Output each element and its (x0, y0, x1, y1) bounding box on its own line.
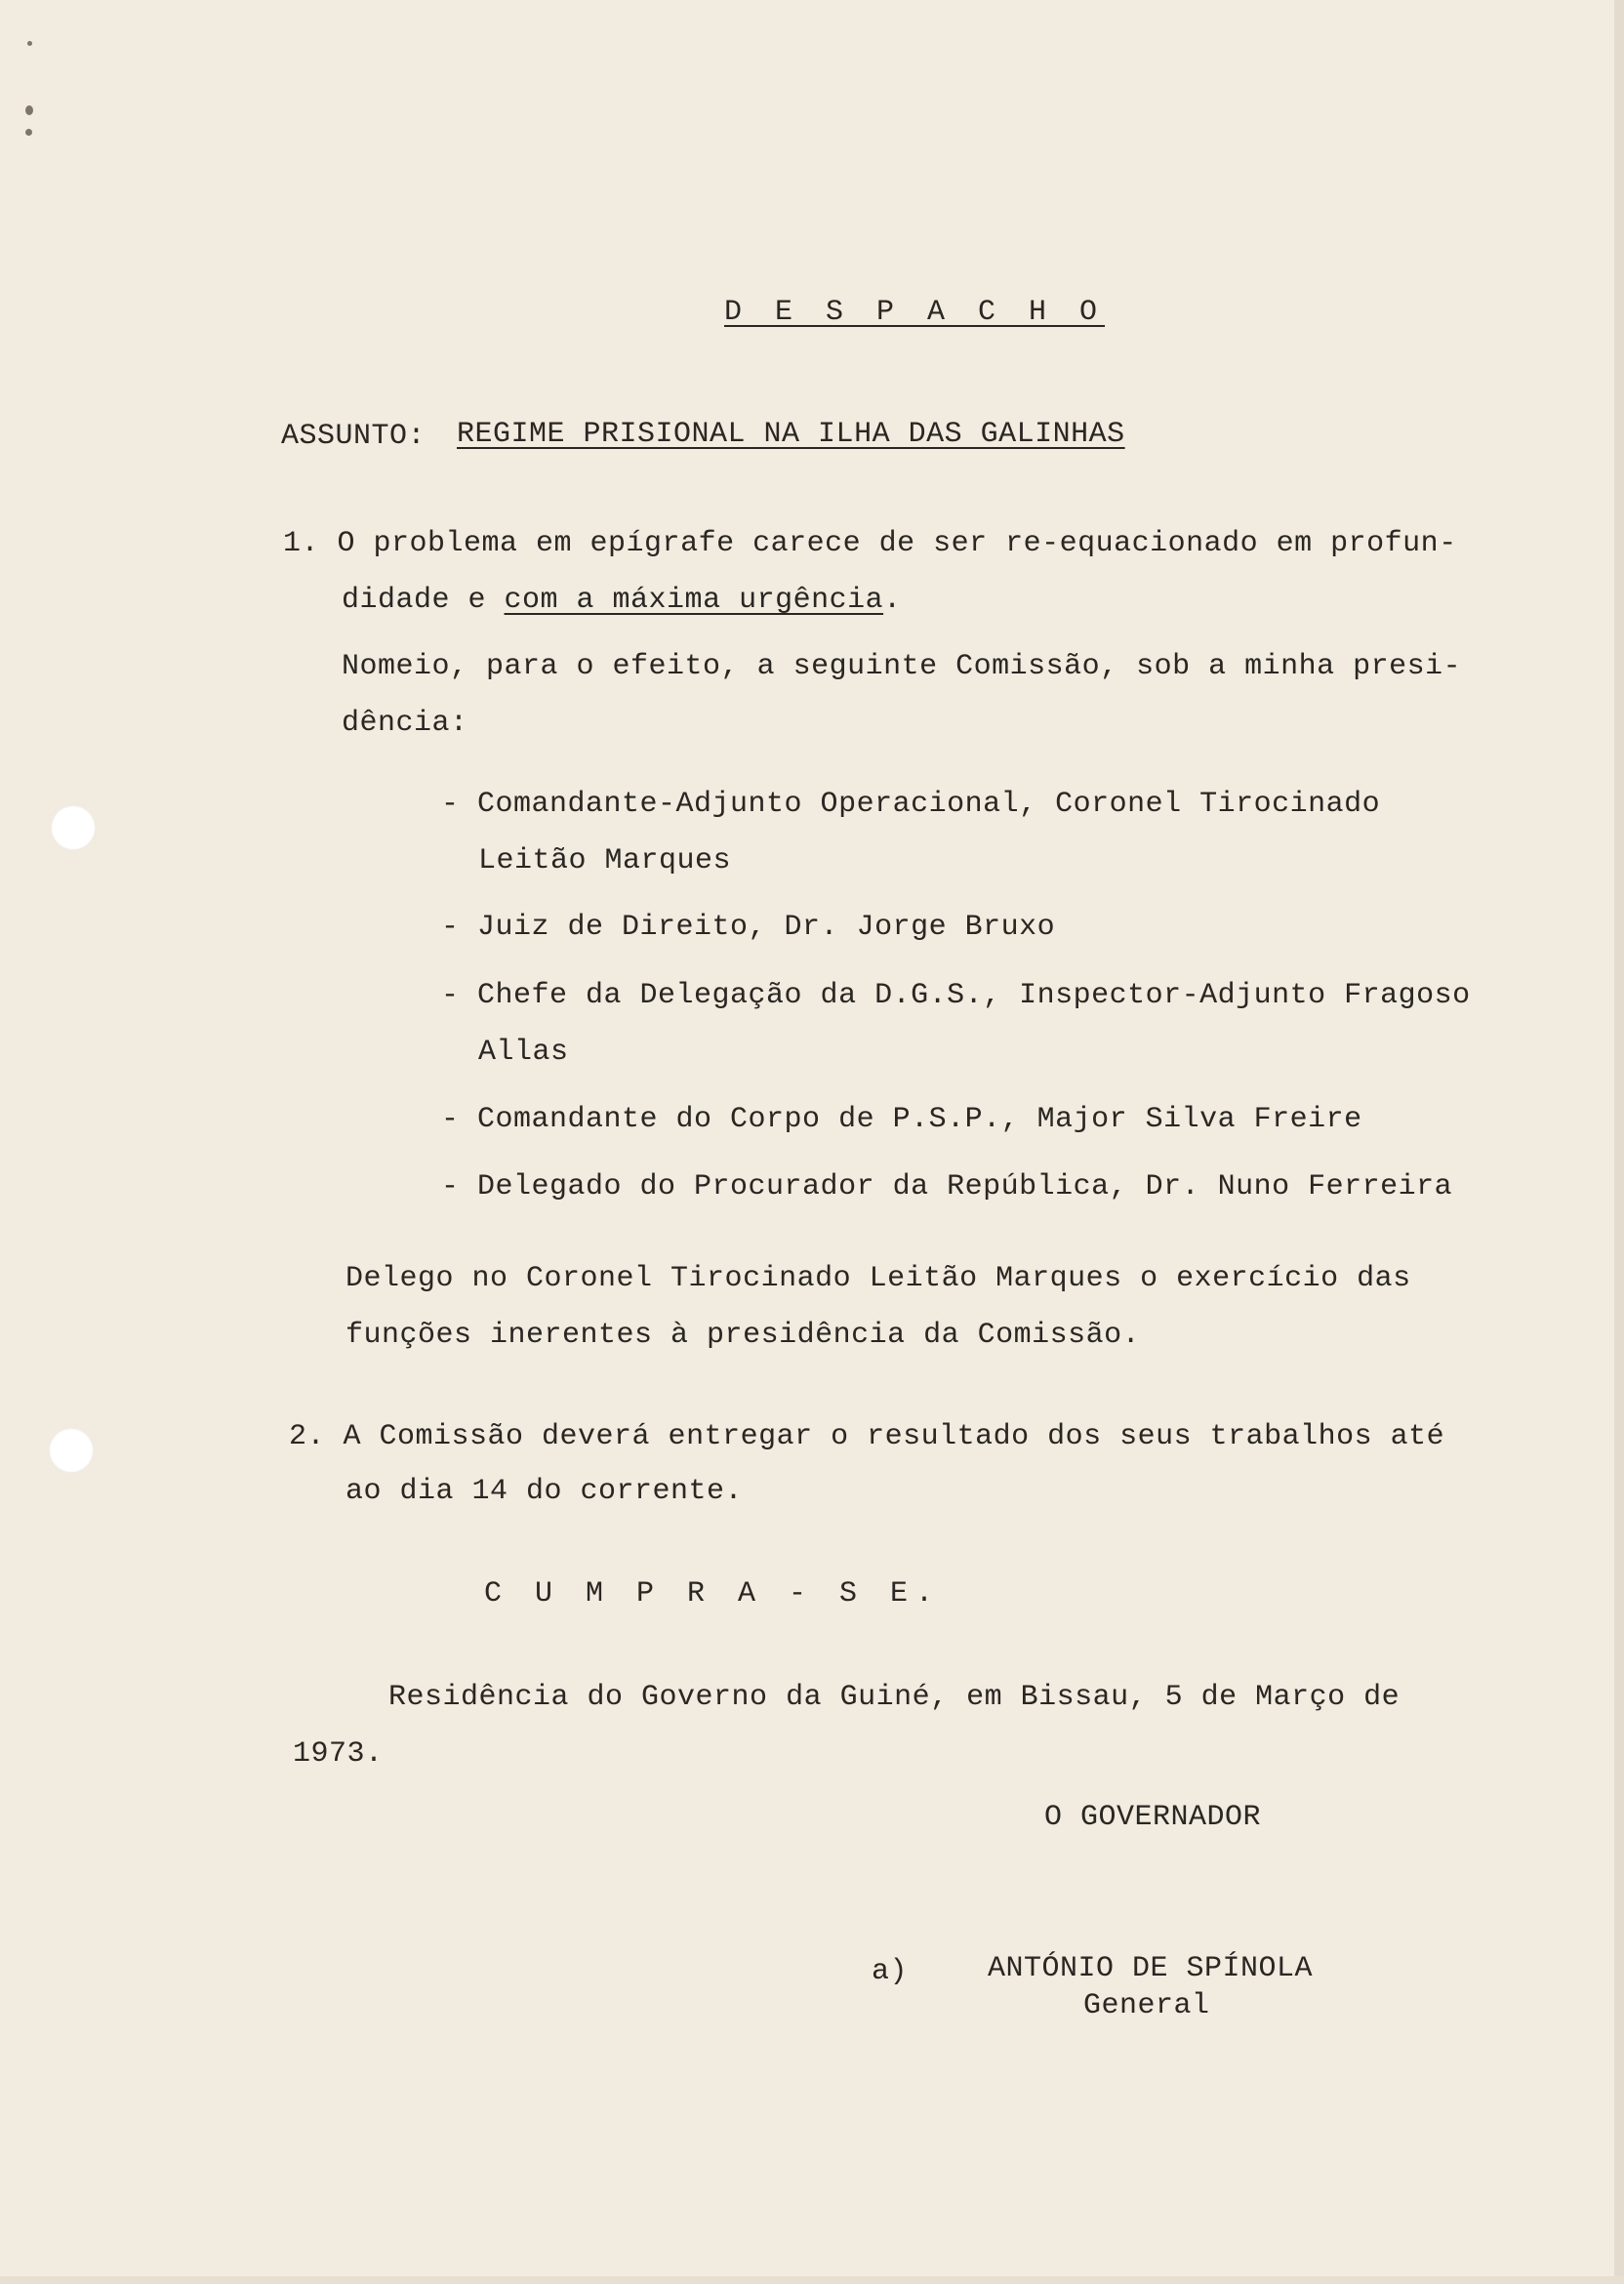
member-2-line-1: - Juiz de Direito, Dr. Jorge Bruxo (441, 911, 1056, 944)
nomination-line-2: dência: (342, 707, 468, 740)
member-5-line-1: - Delegado do Procurador da República, Dr. Nuno Ferreira (441, 1170, 1453, 1203)
item-1-line-1: 1. O problema em epígrafe carece de ser re-equacionado em profun- (283, 527, 1457, 560)
item-1-line-2 (342, 584, 902, 617)
delegation-line-1: Delego no Coronel Tirocinado Leitão Marques o exercício das (345, 1262, 1411, 1295)
delegation-line-2: funções inerentes à presidência da Comissão. (345, 1319, 1141, 1352)
paper-speck (25, 129, 32, 136)
paper-speck (27, 41, 32, 46)
nomination-line-1: Nomeio, para o efeito, a seguinte Comissão, sob a minha presi- (342, 650, 1462, 683)
item-2-line-1: 2. A Comissão deverá entregar o resultado dos seus trabalhos até (289, 1420, 1445, 1453)
page-bottom-strip (0, 2276, 1624, 2284)
place-date-line-1: Residência do Governo da Guiné, em Bissau, 5 de Março de (388, 1681, 1401, 1714)
document-title: D E S P A C H O (724, 296, 1106, 329)
signatory-name: ANTÓNIO DE SPÍNOLA (988, 1952, 1314, 1985)
subject-label: ASSUNTO: (281, 420, 426, 453)
member-1-line-1: - Comandante-Adjunto Operacional, Coronel Tirocinado (441, 788, 1381, 821)
cumpra-se: C U M P R A - S E. (484, 1577, 942, 1611)
page-edge-shadow (1614, 0, 1624, 2284)
member-3-line-1: - Chefe da Delegação da D.G.S., Inspector-Adjunto Fragoso (441, 979, 1471, 1012)
member-3-line-2: Allas (478, 1036, 569, 1069)
punch-hole-bottom (49, 1428, 94, 1473)
signature-prefix: a) (872, 1955, 909, 1988)
item-1-line-2-end: . (883, 584, 902, 617)
place-date-line-2: 1973. (293, 1737, 384, 1771)
member-1-line-2: Leitão Marques (478, 844, 732, 877)
paper-speck (25, 105, 33, 115)
signatory-role: O GOVERNADOR (1044, 1801, 1262, 1834)
item-1-urgency: com a máxima urgência (504, 584, 884, 617)
item-2-line-2: ao dia 14 do corrente. (345, 1475, 744, 1508)
signatory-rank: General (1083, 1989, 1210, 2022)
member-4-line-1: - Comandante do Corpo de P.S.P., Major Silva Freire (441, 1103, 1362, 1136)
subject-text: REGIME PRISIONAL NA ILHA DAS GALINHAS (457, 418, 1125, 451)
punch-hole-top (51, 805, 96, 850)
item-1-line-2-start: didade e (342, 584, 505, 617)
